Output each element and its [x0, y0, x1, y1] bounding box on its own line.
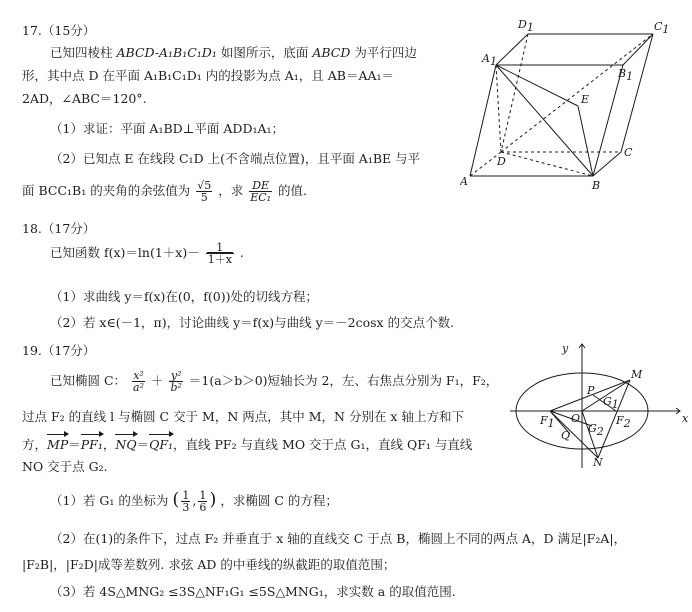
p18-question2: （2）若 x∈(－1，π)，讨论曲线 y＝f(x)与曲线 y＝－2cosx 的交点个数. — [50, 315, 455, 330]
label-D1: D1 — [518, 18, 534, 34]
label-E: E — [581, 93, 590, 106]
fig19-label-G2: G2 — [588, 422, 604, 438]
cosine-fraction: $\frac{√5}{5}$ — [197, 179, 212, 204]
p19-question2-cont: |F₂B|，|F₂D|成等差数列. 求弦 AD 的中垂线的纵截距的取值范围； — [22, 557, 396, 572]
label-C: C — [624, 146, 633, 159]
p17-line3: 2AD，∠ABC＝120°. — [22, 91, 147, 106]
fig19-label-O: O — [571, 412, 581, 425]
fig19-label-N: N — [593, 456, 603, 468]
p17-question2-cont: 面 BCC₁B₁ 的夹角的余弦值为 $\frac{√5}{5}$ ，求 $\frac{DE}{\text{EC₁}}$ 的值. — [22, 179, 308, 204]
fig19-label-F1: F1 — [540, 414, 555, 430]
fig19-label-M: M — [631, 368, 643, 381]
p18-fraction: $\frac{1}{1+x}$ — [207, 241, 232, 266]
fig19-label-P: P — [587, 384, 595, 397]
p17-question2: （2）已知点 E 在线段 C₁D 上(不含端点位置)，且平面 A₁BE 与平 — [50, 151, 421, 166]
p17-line2: 形，其中点 D 在平面 A₁B₁C₁D₁ 内的投影为点 A₁，且 AB＝AA₁＝ — [22, 68, 395, 83]
fig19-label-F2: F2 — [616, 414, 631, 430]
fig19-label-Q: Q — [561, 429, 571, 442]
p19-line1: 已知椭圆 C： $\frac{\text{x²}}{\text{a²}}$ ＋ $\frac{\text{y²}}{\text{b²}}$ ＝1(a＞b＞0)短轴长为 2，左、右焦点分别为 F₁，F₂， — [50, 369, 499, 394]
label-A: A — [460, 175, 468, 188]
p19-question1: （1）若 G₁ 的坐标为 ( $\frac{1}{3}$ , $\frac{1}{6}$ ) ，求椭圆 C 的方程； — [50, 489, 338, 514]
p19-line3: 方，MP＝PF₁，NQ＝QF₁，直线 PF₂ 与直线 MO 交于点 G₁，直线 QF₁ 与直线 — [22, 437, 473, 452]
ellipse-figure — [510, 338, 690, 468]
p19-question3: （3）若 4S△MNG₂ ≤3S△NF₁G₁ ≤5S△MNG₁，求实数 a 的取值范围. — [50, 584, 456, 599]
p17-line1: 已知四棱柱 ABCD-A₁B₁C₁D₁ 如图所示，底面 ABCD 为平行四边 — [50, 45, 417, 60]
label-D: D — [497, 155, 506, 168]
p19-line2: 过点 F₂ 的直线 l 与椭圆 C 交于 M，N 两点，其中 M，N 分别在 x 轴上方和下 — [22, 409, 464, 424]
label-B1: B1 — [618, 67, 634, 83]
label-B: B — [592, 179, 601, 192]
label-C1: C1 — [654, 20, 670, 36]
p18-header: 18.（17分） — [22, 221, 96, 236]
fig19-label-G1: G1 — [603, 395, 619, 411]
p17-question1: （1）求证：平面 A₁BD⊥平面 ADD₁A₁； — [50, 121, 285, 136]
p18-question1: （1）求曲线 y＝f(x)在(0，f(0))处的切线方程； — [50, 289, 318, 304]
p19-line4: NO 交于点 G₂. — [22, 459, 108, 474]
p19-question2: （2）在(1)的条件下，过点 F₂ 并垂直于 x 轴的直线交 C 于点 B，椭圆上不同的两点 A，D 满足|F₂A|， — [50, 531, 627, 546]
fig19-label-y: y — [562, 342, 569, 355]
fig19-label-x: x — [682, 412, 689, 425]
p18-line1: 已知函数 f(x)＝ln(1＋x)－ $\frac{1}{1+x}$ . — [50, 241, 244, 266]
p17-header: 17.（15分） — [22, 23, 96, 38]
p19-header: 19.（17分） — [22, 343, 96, 358]
ratio-fraction: $\frac{DE}{\text{EC₁}}$ — [250, 179, 272, 204]
prism-figure — [460, 15, 685, 195]
label-A1: A1 — [482, 52, 497, 68]
